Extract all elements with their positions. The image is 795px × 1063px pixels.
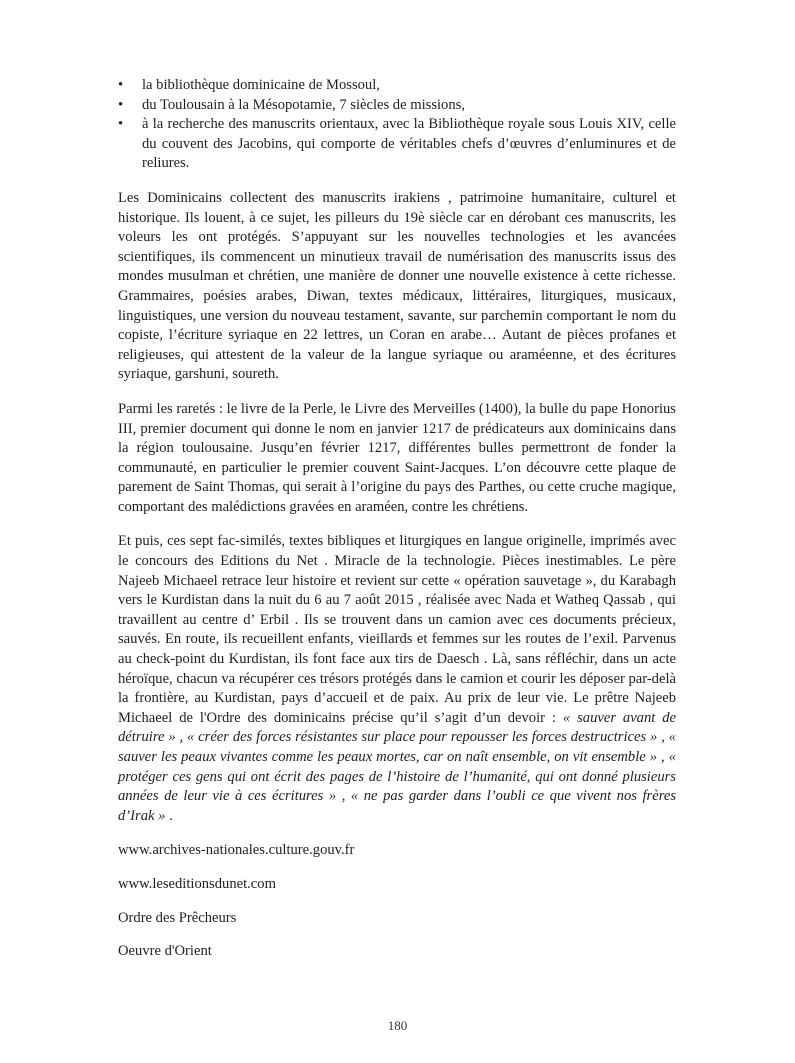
list-item: • du Toulousain à la Mésopotamie, 7 siècles de missions, [118,96,676,116]
quote: « sauver les peaux vivantes comme les peaux mortes, car on naît ensemble, on vit ensemble » [118,729,676,765]
list-item: • à la recherche des manuscrits orientaux, avec la Bibliothèque royale sous Louis XIV, celle du couvent des Jacobins, qui comporte de véritables chefs d’œuvres d’enluminures et de reliures. [118,116,676,172]
quote: « sauver avant de détruire » [118,709,676,746]
link-ordre-des-precheurs[interactable]: Ordre des Prêcheurs [118,909,237,926]
document-body [118,76,676,976]
link-editions-du-net[interactable]: www.leseditionsdunet.com [118,875,276,892]
paragraph-raretes: Parmi les raretés : le livre de la Perle, le Livre des Merveilles (1400), la bulle du pape Honorius III, premier document qui donne le nom en janvier 1217 de prédicateurs aux dominicains dans la région toulousaine. Jusqu’en février 1217, différentes bulles permettront de fonder la communauté, en particulier le premier couvent Saint-Jacques. L’on découvre cette plaque de parement de Saint Thomas, qui serait à l’origine du pays des Parthes, ou cette cruche magique, comportant des malédictions gravées en araméen, contre les chrétiens. [118,400,676,515]
paragraph-fac-similes: Et puis, ces sept fac-similés, textes bibliques et liturgiques en langue originelle, imprimés avec le concours des Editions du Net . Miracle de la technologie. Pièces inestimables. Le père Najeeb Michaeel retrace leur histoire et revient sur cette « opération sauvetage », du Karabagh vers le Kurdistan dans la nuit du 6 au 7 août 2015 , réalisée avec Nada et Watheq Qassab , qui travaillent au centre d’ Erbil . Ils se trouvent dans un camion avec ces documents précieux, sauvés. En route, ils recueillent enfants, vieillards et femmes sur les routes de l’exil. Parvenus au check-point du Kurdistan, ils font face aux tirs de Daesch . Là, sans réfléchir, dans un acte héroïque, chacun va récupérer ces trésors protégés dans le camion et courir les déposer par-delà la frontière, au Kurdistan, pays d’accueil et de paix. Au prix de leur vie. Le prêtre Najeeb Michaeel de l'Ordre des dominicains précise qu’il s’agit d’un devoir : « sauver avant de détruire » , « créer des forces résistantes sur place pour repousser les forces destructrices » , « sauver les peaux vivantes comme les peaux mortes, car on naît ensemble, on vit ensemble » , « protéger ces gens qui ont écrit des pages de l’histoire de l’humanité, qui ont donné plusieurs années de leur vie à ces écritures » , « ne pas garder dans l’oubli ce que vivent nos frères d’Irak » . [118,533,677,824]
page-number: 180 [387,1018,408,1033]
quote: « protéger ces gens qui ont écrit des pages de l’histoire de l’humanité, qui ont donné plusieurs années de leur vie à ces écritures » [118,749,676,805]
paragraph-dominicains: Les Dominicains collectent des manuscrits irakiens , patrimoine humanitaire, culturel et historique. Ils louent, à ce sujet, les pilleurs du 19è siècle car en dérobant ces manuscrits, les voleurs les ont protégés. S’appuyant sur les nouvelles technologies et les avancées scientifiques, ils commencent un minutieux travail de numérisation des manuscrits issus des mondes musulman et chrétien, une manière de donner une nouvelle existence à cette richesse. Grammaires, poésies arabes, Diwan, textes médicaux, littéraires, liturgiques, musicaux, linguistiques, une version du nouveau testament, savante, sur parchemin comportant le nom du copiste, l’écriture syriaque en 22 lettres, un Coran en arabe… Autant de pièces profanes et religieuses, qui attestent de la valeur de la langue syriaque ou araméenne, et des écritures syriaque, garshuni, soureth. [118,189,676,383]
bullet-icon: • [118,116,124,133]
list-item: • la bibliothèque dominicaine de Mossoul, [118,76,676,96]
link-oeuvre-d-orient[interactable]: Oeuvre d'Orient [118,943,212,960]
bullet-icon: • [118,77,124,93]
quote: « ne pas garder dans l’oubli ce que vivent nos frères d’Irak » [118,788,677,824]
quote: « créer des forces résistantes sur place pour repousser les forces destructrices » [187,729,658,746]
bullet-list [118,76,676,174]
bullet-icon: • [118,96,124,113]
link-archives-nationales[interactable]: www.archives-nationales.culture.gouv.fr [118,842,355,859]
